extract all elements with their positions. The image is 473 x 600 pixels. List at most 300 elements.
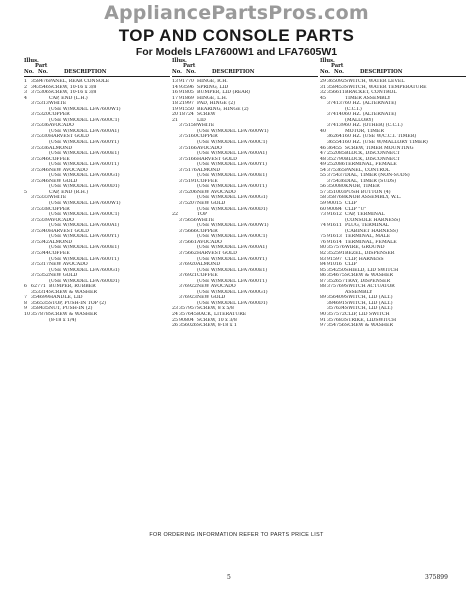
part-description: COFFEE bbox=[197, 273, 218, 279]
part-number: 357683 bbox=[327, 317, 345, 323]
part-description: BRACKET, CONTROL bbox=[345, 90, 397, 96]
part-number: 91770 bbox=[179, 79, 194, 84]
illus-number: 24 bbox=[172, 311, 178, 317]
illus-number: 47 bbox=[320, 151, 326, 157]
part-description: (USE W/MODEL LFA7600W1) bbox=[49, 201, 121, 207]
part-description: NEW GOLD bbox=[197, 201, 226, 207]
part-number: 375436 bbox=[327, 178, 345, 184]
part-description: TERMINAL, FEMALE bbox=[345, 239, 397, 245]
part-description: DIAL, TIMER (NON-SUDS) bbox=[345, 173, 410, 179]
part-number: 91614 bbox=[327, 239, 342, 245]
part-description: ASSEMBLY bbox=[345, 289, 373, 295]
column-header bbox=[172, 58, 318, 77]
illus-number: 10 bbox=[24, 311, 30, 317]
part-description: TOP bbox=[197, 212, 208, 218]
part-description: SCREW, 10-16 x 3/8 bbox=[49, 84, 97, 90]
part-number: 375346 bbox=[31, 178, 49, 184]
part-number: 375365 bbox=[327, 167, 345, 173]
part-description: (USE W/MODEL LFA7600D1) bbox=[49, 278, 120, 284]
part-description: (USE W/MODEL LFA7600G1) bbox=[197, 195, 268, 201]
part-description: (USE W/MODEL LFA7600D1) bbox=[49, 184, 120, 190]
part-number: 375306 bbox=[31, 90, 49, 96]
part-description: (USE W/MODEL LFA7600E1) bbox=[197, 173, 268, 179]
part-number: 352591 bbox=[327, 250, 345, 256]
part-description: CLIP bbox=[345, 262, 357, 268]
part-description: SCREW, TIMER MOUNTING bbox=[345, 145, 414, 151]
header-part: Part bbox=[183, 63, 196, 69]
part-number: 358435 bbox=[31, 306, 49, 312]
part-description: NEW GOLD bbox=[197, 295, 226, 301]
part-description: COPPER bbox=[197, 134, 218, 140]
part-description: SCREW bbox=[197, 112, 216, 118]
illus-number: 90 bbox=[320, 311, 326, 317]
illus-number: 17 bbox=[172, 95, 178, 101]
part-description: CLIP bbox=[345, 201, 357, 207]
illus-number: 58 bbox=[320, 195, 326, 201]
part-description: (CABINET HARNESS) bbox=[345, 228, 398, 234]
header-no: No. bbox=[24, 69, 34, 75]
part-description: (USE W/MODEL LFA7600C1) bbox=[197, 234, 268, 240]
part-description: SCREW, 8-18 x 1 bbox=[197, 323, 237, 329]
part-description: (USE W/MODEL LFA7600D1) bbox=[197, 300, 268, 306]
part-description: 60 HZ. (USE W/C.C.I. TIMER) bbox=[345, 134, 417, 140]
parts-row bbox=[320, 323, 466, 329]
document-number: 375899 bbox=[425, 574, 448, 581]
illus-number: 54 bbox=[320, 167, 326, 173]
header-part: Part bbox=[331, 63, 344, 69]
part-description: 60 HZ. (USE W/MALLORY TIMER) bbox=[345, 140, 428, 146]
illus-number: 1 bbox=[24, 79, 27, 84]
illus-number: 46 bbox=[320, 145, 326, 151]
part-number: 375656 bbox=[179, 217, 197, 223]
part-description: CAP, END (R.H.) bbox=[49, 189, 89, 195]
part-description: (USE W/MODEL LFA7600T1) bbox=[49, 162, 119, 168]
part-number: 375158 bbox=[179, 123, 197, 129]
illus-number: 97 bbox=[320, 323, 326, 329]
part-number: 374137 bbox=[327, 101, 345, 107]
part-description: NUT, PUSH-IN (2) bbox=[49, 306, 93, 312]
part-description: BLOCK, DISCONNECT bbox=[345, 151, 401, 157]
header-no2: No. bbox=[334, 69, 344, 75]
illus-number: 20 bbox=[172, 112, 178, 118]
part-number: 375338 bbox=[31, 206, 49, 212]
part-description: NEW GOLD bbox=[49, 273, 78, 279]
column-header bbox=[320, 58, 466, 77]
illus-number: 25 bbox=[172, 317, 178, 323]
part-number: 375313 bbox=[31, 101, 49, 107]
illus-number: 74 bbox=[320, 223, 326, 229]
part-description: HINGE, R.H. bbox=[197, 79, 228, 84]
part-description: ALMOND bbox=[49, 145, 73, 151]
illus-number: 13 bbox=[172, 79, 178, 84]
illus-number: 26 bbox=[172, 323, 178, 329]
header-description: DESCRIPTION bbox=[360, 69, 403, 75]
part-number: 375166 bbox=[179, 156, 197, 162]
illus-number: 6 bbox=[24, 284, 27, 290]
part-description: HARVEST GOLD bbox=[49, 134, 89, 140]
part-description: TIMER ASSEMBLY bbox=[345, 95, 391, 101]
part-description: BEZEL, DISPENSER bbox=[345, 250, 395, 256]
part-number: 375662 bbox=[179, 250, 197, 256]
part-number: 21997 bbox=[179, 101, 194, 107]
part-description: LID bbox=[197, 117, 206, 123]
part-description: DIAL, TIMER (SUDS) bbox=[345, 178, 397, 184]
parts-row bbox=[172, 323, 318, 329]
illus-number: 18 bbox=[172, 101, 178, 107]
parts-row bbox=[24, 318, 170, 324]
part-number: 91016 bbox=[327, 262, 342, 268]
parts-list bbox=[172, 79, 318, 329]
part-description: KNOB, TIMER bbox=[345, 184, 380, 190]
part-number: 91613 bbox=[327, 234, 342, 240]
watermark: AppliancePartsPros.com bbox=[104, 2, 369, 24]
part-description: (USE W/MODEL LFA7600A1) bbox=[49, 128, 120, 134]
part-number: 357878 bbox=[31, 311, 49, 317]
part-description: PANEL, REAR CONSOLE bbox=[49, 79, 110, 84]
part-number: 91869 bbox=[179, 95, 194, 101]
part-description: COFFEE bbox=[197, 178, 218, 184]
part-description: (USE W/MODEL LFA7600G1) bbox=[197, 289, 268, 295]
part-number: 375206 bbox=[179, 189, 197, 195]
part-number: 354250 bbox=[327, 267, 345, 273]
illus-number: 73 bbox=[320, 212, 326, 218]
part-number: 358453 bbox=[327, 84, 345, 90]
part-description: CAP, END (L.H.) bbox=[49, 95, 88, 101]
illus-number: 76 bbox=[320, 239, 326, 245]
header-description: DESCRIPTION bbox=[212, 69, 255, 75]
part-description: TRAY, DISPENSER bbox=[345, 278, 390, 284]
part-description: NEW AVOCADO bbox=[49, 167, 88, 173]
part-description: PUSH BUTTON (4) bbox=[345, 189, 391, 195]
part-number: 375191 bbox=[179, 178, 197, 184]
illus-number: 22 bbox=[172, 212, 178, 218]
part-number: 375344 bbox=[31, 250, 49, 256]
part-number: 375320 bbox=[31, 112, 49, 118]
part-description: (USE W/MODEL LFA7600G1) bbox=[49, 173, 120, 179]
part-description: ALMOND bbox=[197, 262, 221, 268]
part-number: 357645 bbox=[179, 311, 197, 317]
illus-number: 88 bbox=[320, 284, 326, 290]
illus-number: 31 bbox=[320, 84, 326, 90]
part-number: 375339 bbox=[31, 217, 49, 223]
part-description: SWITCH, LID (ALT.) bbox=[345, 295, 393, 301]
part-number: 375207 bbox=[179, 201, 197, 207]
part-number: 375437 bbox=[327, 173, 345, 179]
header-no2: No. bbox=[38, 69, 48, 75]
part-description: (USE W/MODEL LFA7600Y1) bbox=[49, 140, 119, 146]
part-description: NEW AVOCADO bbox=[197, 284, 236, 290]
part-description: SCREW, 10 x 3/8 bbox=[197, 317, 237, 323]
illus-number: 85 bbox=[320, 267, 326, 273]
part-description: SCREW, 8 x 5/8 bbox=[197, 306, 234, 312]
illus-number: 21 bbox=[172, 117, 178, 123]
part-description: (USE W/MODEL LFA7600D1) bbox=[197, 206, 268, 212]
part-description: HANDLE, LID bbox=[49, 295, 83, 301]
header-no: No. bbox=[172, 69, 182, 75]
part-description: CLIP "U" bbox=[345, 206, 367, 212]
part-description: COPPER bbox=[49, 112, 70, 118]
illus-number: 83 bbox=[320, 256, 326, 262]
part-number: 90084 bbox=[327, 206, 342, 212]
part-description: NEW AVOCADO bbox=[49, 262, 88, 268]
part-description: (USE W/MODEL LFA7600T1) bbox=[197, 184, 267, 190]
illus-number: 9 bbox=[24, 306, 27, 312]
part-number: 375336 bbox=[31, 145, 49, 151]
illus-number: 45 bbox=[320, 95, 326, 101]
part-number: 343546 bbox=[31, 84, 49, 90]
part-description: MOTOR, TIMER bbox=[345, 128, 384, 134]
illus-number: 60 bbox=[320, 206, 326, 212]
page-subtitle: For Models LFA7600W1 and LFA7605W1 bbox=[135, 46, 338, 58]
illus-number: 89 bbox=[320, 295, 326, 301]
part-number: 375340 bbox=[31, 228, 49, 234]
part-number: 90804 bbox=[179, 317, 194, 323]
part-number: 384691 bbox=[327, 300, 345, 306]
part-description: 60 HZ. (ALTERNATE) bbox=[345, 101, 397, 107]
part-number: 91550 bbox=[179, 106, 194, 112]
part-description: AVOCADO bbox=[197, 239, 222, 245]
part-number: 93596 bbox=[179, 84, 194, 90]
part-description: TERMINAL, FEMALE bbox=[345, 162, 397, 168]
part-number: 91611 bbox=[327, 223, 342, 229]
part-description: (USE W/MODEL LFA7600W1) bbox=[197, 223, 269, 229]
part-description: BUMPER, LID (REAR) bbox=[197, 90, 251, 96]
part-number: 374140 bbox=[327, 112, 345, 118]
part-number: 356611 bbox=[327, 90, 345, 96]
illus-number: 16 bbox=[172, 90, 178, 96]
illus-number: 59 bbox=[320, 201, 326, 207]
illus-number: 91 bbox=[320, 317, 326, 323]
part-description: (USE W/MODEL LFA7600T1) bbox=[49, 256, 119, 262]
part-description: ALMOND bbox=[197, 167, 221, 173]
part-number: 375166 bbox=[179, 145, 197, 151]
illus-number: 7 bbox=[24, 295, 27, 301]
part-description: (USE W/MODEL LFA7600W1) bbox=[49, 106, 121, 112]
part-description: (USE W/MODEL LFA7600C1) bbox=[49, 212, 120, 218]
part-description: SPRING, LID bbox=[197, 84, 229, 90]
part-description: (USE W/MODEL LFA7600A1) bbox=[49, 223, 120, 229]
illus-number: 49 bbox=[320, 162, 326, 168]
part-number: 374139 bbox=[327, 123, 345, 129]
part-number: 375346 bbox=[31, 167, 49, 173]
part-description: SCREW & WASHER bbox=[49, 311, 97, 317]
part-number: 376922 bbox=[179, 284, 197, 290]
part-number: 356535 bbox=[31, 300, 49, 306]
part-description: SHIELD, LID SWITCH bbox=[345, 267, 399, 273]
header-illus: Illus. bbox=[172, 58, 187, 64]
part-number: 375176 bbox=[179, 167, 197, 173]
part-description: BLOCK, DISCONNECT bbox=[345, 156, 401, 162]
part-description: SWITCH, LID (ALT.) bbox=[345, 300, 393, 306]
part-description: (USE W/MODEL LFA7600C1) bbox=[197, 140, 268, 146]
part-number: 375160 bbox=[179, 134, 197, 140]
part-number: 352657 bbox=[327, 278, 345, 284]
part-number: 375317 bbox=[31, 262, 49, 268]
part-number: 357572 bbox=[327, 311, 345, 317]
illus-number: 32 bbox=[320, 90, 326, 96]
part-number: 354756 bbox=[327, 323, 345, 329]
illus-number: 87 bbox=[320, 278, 326, 284]
part-number: 62771 bbox=[31, 284, 46, 290]
illus-number: 40 bbox=[320, 128, 326, 134]
part-number: 356409 bbox=[327, 295, 345, 301]
part-description: (MALLORY) bbox=[345, 117, 374, 123]
part-number: 354699 bbox=[31, 295, 49, 301]
part-description: COFFEE bbox=[49, 156, 70, 162]
part-number: 362641 bbox=[327, 134, 345, 140]
part-description: SWITCH, WATER LEVEL bbox=[345, 79, 405, 84]
part-description: STRIKE, LIDSWITCH bbox=[345, 317, 397, 323]
part-number: 357576 bbox=[327, 245, 345, 251]
part-number: 375666 bbox=[179, 228, 197, 234]
part-number: 354675 bbox=[327, 273, 345, 279]
part-number: 376923 bbox=[179, 295, 197, 301]
part-description: BEARING, HINGE (2) bbox=[197, 106, 249, 112]
illus-number: 3 bbox=[24, 90, 27, 96]
part-description: NEW GOLD bbox=[49, 178, 78, 184]
part-description: 60 HZ. (ALTERNATE) bbox=[345, 112, 397, 118]
part-description: (C.C.I.) bbox=[345, 106, 362, 112]
part-number: 353314 bbox=[31, 289, 49, 295]
parts-column-2 bbox=[172, 58, 318, 329]
part-description: SCREW & WASHER bbox=[345, 273, 393, 279]
part-description: SWITCH, WATER TEMPERATURE bbox=[345, 84, 427, 90]
part-description: SCREW, 10-16 x 3/8 bbox=[49, 90, 97, 96]
part-description: HARVEST GOLD bbox=[49, 228, 89, 234]
part-description: CLIP, LID SWITCH bbox=[345, 311, 390, 317]
part-description: COPPER bbox=[49, 206, 70, 212]
part-description: WHITE bbox=[49, 101, 67, 107]
part-number: 357957 bbox=[179, 306, 197, 312]
part-description: HINGE, L.H. bbox=[197, 95, 228, 101]
header-illus: Illus. bbox=[24, 58, 39, 64]
ordering-footer: FOR ORDERING INFORMATION REFER TO PARTS PRICE LIST bbox=[149, 532, 324, 538]
part-description: (USE W/MODEL LFA7600T1) bbox=[197, 278, 267, 284]
part-description: SCREW & WASHER bbox=[49, 289, 97, 295]
part-description: WHITE bbox=[197, 123, 215, 129]
part-number: 375352 bbox=[31, 273, 49, 279]
part-description: HARVEST GOLD bbox=[197, 250, 237, 256]
illus-number: 84 bbox=[320, 262, 326, 268]
part-description: COPPER bbox=[197, 228, 218, 234]
part-number: 351003 bbox=[327, 189, 345, 195]
page-number: 5 bbox=[227, 574, 231, 581]
part-description: CAP, TERMINAL bbox=[345, 212, 385, 218]
illus-number: 86 bbox=[320, 273, 326, 279]
parts-list bbox=[320, 79, 466, 329]
part-description: (CONSOLE HARNESS) bbox=[345, 217, 401, 223]
illus-number: 80 bbox=[320, 245, 326, 251]
part-number: 357634 bbox=[327, 306, 345, 312]
part-number: 18724 bbox=[179, 112, 194, 118]
header-illus: Illus. bbox=[320, 58, 335, 64]
part-description: PAD, HINGE (2) bbox=[197, 101, 236, 107]
part-number: 352790 bbox=[327, 156, 345, 162]
part-description: COFFEE bbox=[49, 250, 70, 256]
part-number: 36455 bbox=[327, 145, 342, 151]
part-number: 91805 bbox=[179, 90, 194, 96]
illus-number bbox=[24, 318, 31, 324]
part-description: AVOCADO bbox=[49, 217, 74, 223]
part-description: 60 HZ. (OTHER) (C.C.I.) bbox=[345, 123, 403, 129]
part-description: ALMOND bbox=[49, 239, 73, 245]
part-description: SWITCH, LID (ALT.) bbox=[345, 306, 393, 312]
part-description: PLUG, TERMINAL bbox=[345, 223, 389, 229]
part-description: WIRE, GROUND bbox=[345, 245, 385, 251]
illus-number: 19 bbox=[172, 106, 178, 112]
part-description: (USE W/MODEL LFA7600G1) bbox=[49, 267, 120, 273]
part-number: 90015 bbox=[327, 201, 342, 207]
part-number: 358768 bbox=[327, 195, 345, 201]
illus-number: 48 bbox=[320, 156, 326, 162]
part-number: 91597 bbox=[327, 256, 342, 262]
part-description: (8-18 x 1/4) bbox=[49, 317, 77, 323]
illus-number: 4 bbox=[24, 95, 27, 101]
part-description: (USE W/MODEL LFA7600E1) bbox=[197, 267, 268, 273]
part-number: 365092 bbox=[327, 79, 345, 84]
part-description: (USE W/MODEL LFA7600A1) bbox=[197, 151, 268, 157]
illus-number: 75 bbox=[320, 234, 326, 240]
part-number: 350080 bbox=[327, 184, 345, 190]
part-number: 376921 bbox=[179, 273, 197, 279]
illus-number: 14 bbox=[172, 84, 178, 90]
page-title: TOP AND CONSOLE PARTS bbox=[118, 26, 355, 45]
part-description: (USE W/MODEL LFA7600C1) bbox=[49, 117, 120, 123]
illus-number: 23 bbox=[172, 306, 178, 312]
parts-list bbox=[24, 79, 170, 323]
part-number: 356026 bbox=[179, 323, 197, 329]
illus-number: 29 bbox=[320, 79, 326, 84]
header-no: No. bbox=[320, 69, 330, 75]
part-description: (USE W/MODEL LFA7600E1) bbox=[49, 245, 120, 251]
header-no2: No. bbox=[186, 69, 196, 75]
part-number: 375769 bbox=[327, 284, 345, 290]
illus-number: 2 bbox=[24, 84, 27, 90]
part-description: HARVEST GOLD bbox=[197, 156, 237, 162]
part-description: RACK, LITERATURE bbox=[197, 311, 247, 317]
part-number: 375346 bbox=[31, 156, 49, 162]
part-description: TERMINAL, MALE bbox=[345, 234, 391, 240]
illus-number: 57 bbox=[320, 189, 326, 195]
part-description: STOP, PUSH-IN TOP (2) bbox=[49, 300, 106, 306]
part-description: AVOCADO bbox=[197, 145, 222, 151]
part-number: 375661 bbox=[179, 239, 197, 245]
parts-column-3 bbox=[320, 58, 466, 329]
part-description: SCREW & WASHER bbox=[345, 323, 393, 329]
part-number: 365541 bbox=[327, 140, 345, 146]
part-description: PANEL, CONTROL bbox=[345, 167, 390, 173]
part-description: (USE W/MODEL LFA7600Y1) bbox=[197, 162, 267, 168]
part-description: CLIP, HARNESS bbox=[345, 256, 384, 262]
part-description: WHITE bbox=[197, 217, 215, 223]
part-description: (USE W/MODEL LFA7600Y1) bbox=[197, 256, 267, 262]
part-description: KNOB ASSEMBLY, W.L. bbox=[345, 195, 402, 201]
part-number: 375333 bbox=[31, 195, 49, 201]
part-description: WHITE bbox=[49, 195, 67, 201]
part-description: SWITCH ACTUATOR bbox=[345, 284, 395, 290]
part-number: 375342 bbox=[31, 239, 49, 245]
part-number: 358476 bbox=[31, 79, 49, 84]
part-number bbox=[31, 318, 49, 324]
illus-number: 56 bbox=[320, 184, 326, 190]
header-part: Part bbox=[35, 63, 48, 69]
part-description: AVOCADO bbox=[49, 123, 74, 129]
part-description: (USE W/MODEL LFA7600W1) bbox=[197, 128, 269, 134]
part-number: 252085 bbox=[327, 151, 345, 157]
illus-number: 82 bbox=[320, 250, 326, 256]
illus-number: 8 bbox=[24, 300, 27, 306]
part-number: 91612 bbox=[327, 212, 342, 218]
